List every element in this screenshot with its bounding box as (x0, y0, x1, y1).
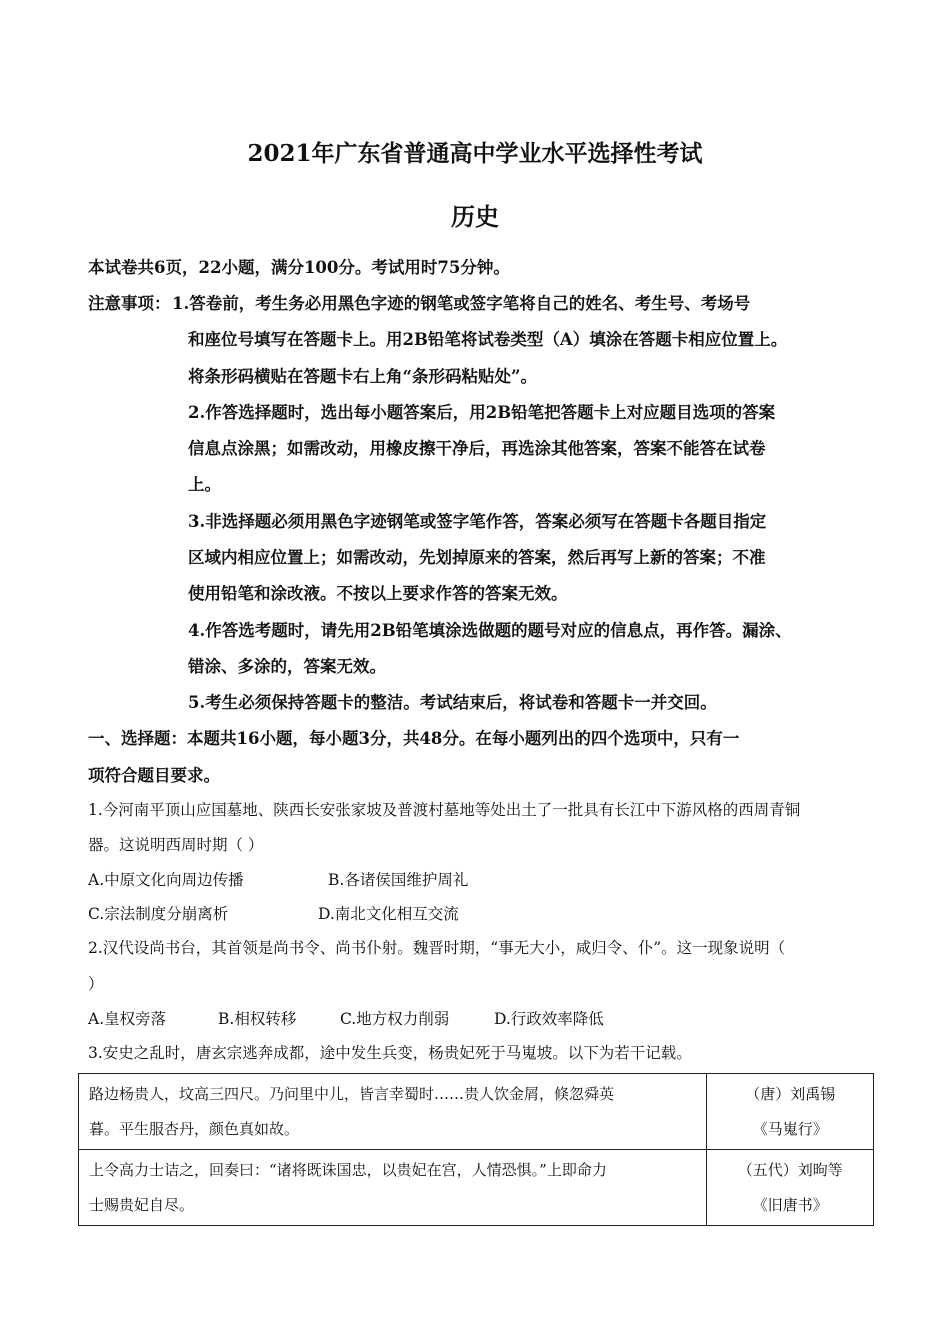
question-2-stem-cont: ） (88, 975, 104, 993)
notice-line: 2.作答选择题时，选出每小题答案后，用2B铅笔把答题卡上对应题目选项的答案 (188, 403, 776, 422)
question-2-stem: 2.汉代设尚书台，其首领是尚书令、尚书仆射。魏晋时期，“事无大小，咸归令、仆”。这一现象说明（ (88, 939, 786, 957)
table-row (79, 1150, 874, 1226)
option-2d: D.行政效率降低 (494, 1010, 604, 1028)
notice-line: 使用铅笔和涂改液。不按以上要求作答的答案无效。 (188, 584, 568, 603)
record-text-line: 暮。平生服杏丹，颜色真如故。 (89, 1120, 300, 1138)
table-row (79, 1074, 874, 1150)
record-source (707, 1074, 874, 1150)
subject-title: 历史 (451, 202, 499, 231)
notice-line: 和座位号填写在答题卡上。用2B铅笔将试卷类型（A）填涂在答题卡相应位置上。 (188, 330, 788, 349)
record-work: 《旧唐书》 (752, 1196, 828, 1214)
notice-line: 5.考生必须保持答题卡的整洁。考试结束后，将试卷和答题卡一并交回。 (188, 693, 717, 712)
option-2a: A.皇权旁落 (88, 1010, 167, 1028)
question-1-stem: 1.今河南平顶山应国墓地、陕西长安张家坡及普渡村墓地等处出土了一批具有长江中下游风格的西周青铜 (88, 801, 801, 819)
record-text-line: 士赐贵妃自尽。 (89, 1196, 195, 1214)
option-2c: C.地方权力削弱 (340, 1010, 450, 1028)
question-3-stem: 3.安史之乱时，唐玄宗逃奔成都，途中发生兵变，杨贵妃死于马嵬坡。以下为若干记载。 (88, 1044, 692, 1062)
notice-line: 区域内相应位置上；如需改动，先划掉原来的答案，然后再写上新的答案；不准 (188, 548, 766, 567)
notice-line: 将条形码横贴在答题卡右上角“条形码粘贴处”。 (188, 367, 537, 386)
record-text-line: 上令高力士诘之，回奏曰：“诸将既诛国忠，以贵妃在宫，人情恐惧。”上即命力 (89, 1161, 607, 1179)
notice-line: 信息点涂黑；如需改动，用橡皮擦干净后，再选涂其他答案，答案不能答在试卷 (188, 439, 766, 458)
option-2b: B.相权转移 (218, 1010, 297, 1028)
record-author: （唐）刘禹锡 (745, 1085, 836, 1103)
record-text-line: 路边杨贵人，坟高三四尺。乃问里中儿，皆言幸蜀时……贵人饮金屑，倏忽舜英 (89, 1085, 615, 1103)
exam-title: 2021年广东省普通高中学业水平选择性考试 (247, 140, 703, 167)
record-author: （五代）刘昫等 (737, 1161, 843, 1179)
record-source (707, 1150, 874, 1226)
option-1a: A.中原文化向周边传播 (88, 871, 244, 889)
notice-line: 4.作答选考题时，请先用2B铅笔填涂选做题的题号对应的信息点，再作答。漏涂、 (188, 621, 792, 640)
record-work: 《马嵬行》 (752, 1120, 828, 1138)
notice-line: 错涂、多涂的，答案无效。 (188, 657, 386, 676)
notice-line: 1.答卷前，考生务必用黑色字迹的钢笔或签字笔将自己的姓名、考生号、考场号 (172, 294, 751, 313)
notice-line: 3.非选择题必须用黑色字迹钢笔或签字笔作答，答案必须写在答题卡各题目指定 (188, 512, 767, 531)
option-1b: B.各诸侯国维护周礼 (328, 871, 469, 889)
section-heading: 一、选择题：本题共16小题，每小题3分，共48分。在每小题列出的四个选项中，只有一 (88, 729, 740, 748)
section-heading-cont: 项符合题目要求。 (88, 766, 220, 785)
notice-label: 注意事项： (88, 294, 171, 313)
intro-text: 本试卷共6页，22小题，满分100分。考试用时75分钟。 (88, 258, 510, 277)
option-1d: D.南北文化相互交流 (318, 905, 459, 923)
record-text (79, 1150, 707, 1226)
record-text (79, 1074, 707, 1150)
question-1-stem-cont: 器。这说明西周时期（ ） (88, 836, 264, 854)
option-1c: C.宗法制度分崩离析 (88, 905, 229, 923)
notice-line: 上。 (188, 475, 221, 494)
records-table (78, 1073, 874, 1226)
